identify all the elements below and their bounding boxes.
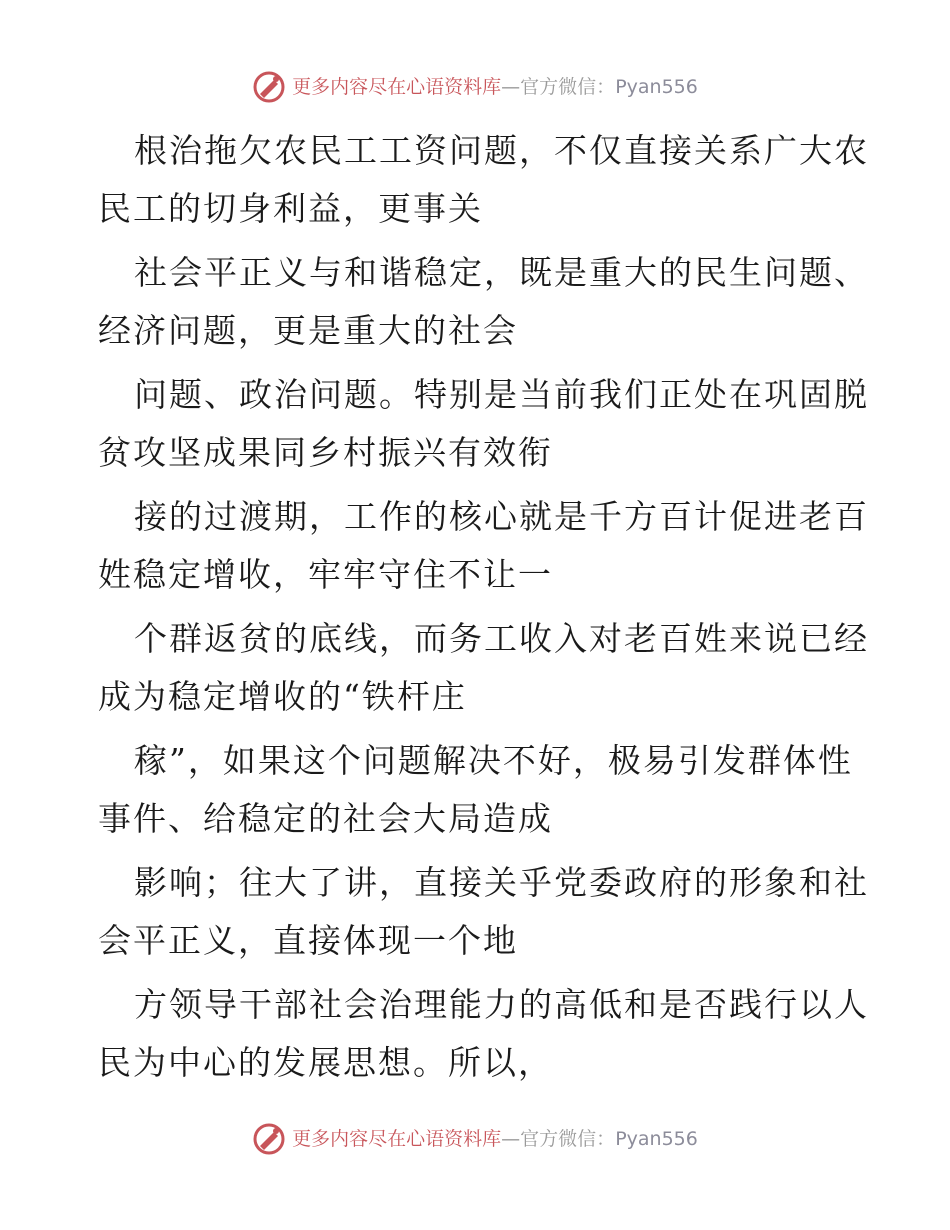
paragraph-line: 社会平正义与和谐稳定，既是重大的民生问题、 [134,253,869,292]
paragraph-line: 贫攻坚成果同乡村振兴有效衔 [98,433,553,472]
paragraph-line: 根治拖欠农民工工资问题，不仅直接关系广大农 [134,131,869,170]
paragraph-line: 方领导干部社会治理能力的高低和是否践行以人 [134,985,869,1024]
paragraph-line: 姓稳定增收，牢牢守住不让一 [98,555,553,594]
header-banner [0,70,950,104]
banner-dash: — [501,1127,521,1150]
paragraph-line: 民工的切身利益，更事关 [98,189,483,228]
paragraph-line: 稼”，如果这个问题解决不好，极易引发群体性 [134,741,853,780]
banner-label: 官方微信： [520,75,616,98]
paragraph [98,488,869,604]
banner-wechat: Pyan556 [615,1127,698,1150]
paragraph [98,854,869,970]
paragraph-line: 会平正义，直接体现一个地 [98,921,518,960]
paragraph-line: 事件、给稳定的社会大局造成 [98,799,553,838]
paragraph-line: 影响；往大了讲，直接关乎党委政府的形象和社 [134,863,869,902]
document-body [98,122,869,1098]
paragraph [98,610,869,726]
paragraph [98,366,869,482]
banner-brand: 更多内容尽在心语资料库 [292,1127,502,1150]
brand-logo-icon [252,70,286,104]
paragraph-line: 接的过渡期，工作的核心就是千方百计促进老百 [134,497,869,536]
banner-dash: — [501,75,521,98]
brand-logo-icon [252,1122,286,1156]
paragraph [98,732,858,848]
footer-banner [0,1122,950,1156]
banner-wechat: Pyan556 [615,75,698,98]
paragraph-line: 民为中心的发展思想。所以， [98,1043,553,1082]
banner-brand: 更多内容尽在心语资料库 [292,75,502,98]
paragraph [98,122,869,238]
paragraph-line: 成为稳定增收的“铁杆庄 [98,677,467,716]
paragraph-line: 个群返贫的底线，而务工收入对老百姓来说已经 [134,619,869,658]
paragraph [98,976,869,1092]
paragraph-line: 问题、政治问题。特别是当前我们正处在巩固脱 [134,375,869,414]
banner-label: 官方微信： [520,1127,616,1150]
paragraph-line: 经济问题，更是重大的社会 [98,311,518,350]
paragraph [98,244,869,360]
